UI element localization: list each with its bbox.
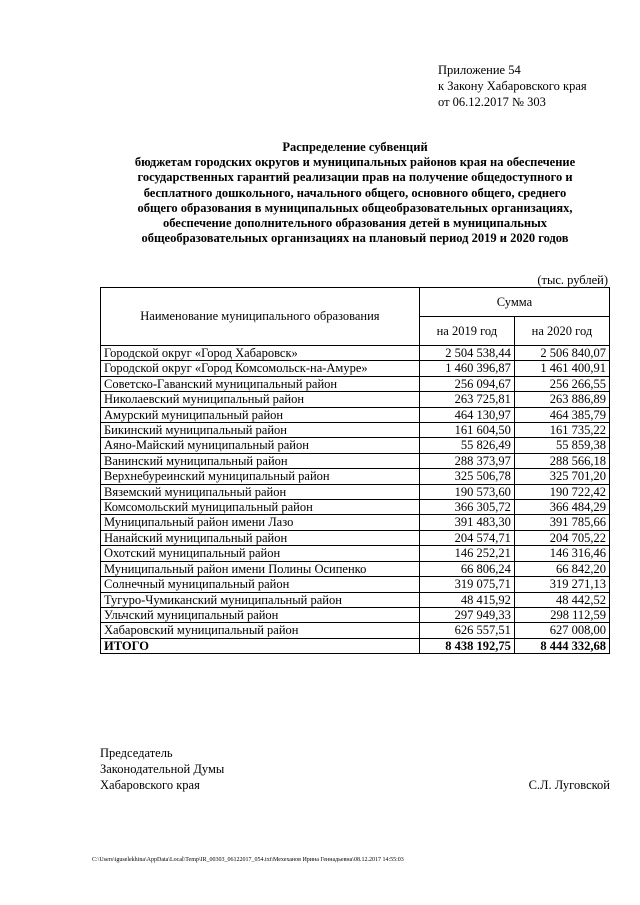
signatory-name: С.Л. Луговской (528, 778, 610, 792)
row-2020-cell: 2 506 840,07 (514, 346, 609, 361)
row-2019-cell: 626 557,51 (419, 623, 514, 638)
title-line: бюджетам городских округов и муниципальных районов края на обеспечение (134, 155, 576, 170)
row-2019-cell: 8 438 192,75 (419, 638, 514, 653)
title-line: общего образования в муниципальных общеобразовательных организациях, (137, 200, 573, 215)
row-2019-cell: 288 373,97 (419, 453, 514, 468)
row-name-cell: ИТОГО (101, 638, 420, 653)
row-2019-cell: 464 130,97 (419, 407, 514, 422)
document-title (100, 140, 610, 246)
table-row (101, 407, 610, 422)
row-2020-cell: 1 461 400,91 (514, 361, 609, 376)
row-name-cell: Советско-Гаванский муниципальный район (101, 376, 420, 391)
row-2020-cell: 366 484,29 (514, 500, 609, 515)
row-name-cell: Аяно-Майский муниципальный район (101, 438, 420, 453)
row-2019-cell: 55 826,49 (419, 438, 514, 453)
row-2020-cell: 627 008,00 (514, 623, 609, 638)
title-line: обеспечение дополнительного образования детей в муниципальных (162, 216, 548, 231)
table-row (101, 577, 610, 592)
table-row (101, 623, 610, 638)
table-row (101, 530, 610, 545)
row-name-cell: Городской округ «Город Комсомольск-на-Амуре» (101, 361, 420, 376)
table-total-row (101, 638, 610, 653)
row-2019-cell: 1 460 396,87 (419, 361, 514, 376)
table-row (101, 592, 610, 607)
row-2020-cell: 325 701,20 (514, 469, 609, 484)
signature-block (100, 745, 610, 793)
file-path-footer: C:\Users\iguselekhina\AppData\Local\Temp\IR_00303_06122017_054.txt\Мехеханов Ирина Геннадьевна\08.12.2017 14:55:03 (92, 857, 404, 863)
table-row (101, 361, 610, 376)
distribution-table (100, 287, 610, 654)
column-header-name: Наименование муниципального образования (101, 288, 420, 346)
row-name-cell: Солнечный муниципальный район (101, 577, 420, 592)
appendix-line-1: Приложение 54 (438, 63, 521, 77)
row-name-cell: Городской округ «Город Хабаровск» (101, 346, 420, 361)
row-2020-cell: 8 444 332,68 (514, 638, 609, 653)
row-2019-cell: 366 305,72 (419, 500, 514, 515)
row-2020-cell: 319 271,13 (514, 577, 609, 592)
table-row (101, 469, 610, 484)
table-row (101, 607, 610, 622)
row-2020-cell: 48 442,52 (514, 592, 609, 607)
row-2019-cell: 256 094,67 (419, 376, 514, 391)
row-2019-cell: 48 415,92 (419, 592, 514, 607)
table-body (101, 346, 610, 654)
row-2019-cell: 2 504 538,44 (419, 346, 514, 361)
row-2020-cell: 161 735,22 (514, 423, 609, 438)
row-2020-cell: 146 316,46 (514, 546, 609, 561)
row-2019-cell: 146 252,21 (419, 546, 514, 561)
table-row (101, 346, 610, 361)
row-2020-cell: 464 385,79 (514, 407, 609, 422)
row-2019-cell: 204 574,71 (419, 530, 514, 545)
row-name-cell: Комсомольский муниципальный район (101, 500, 420, 515)
table-row (101, 500, 610, 515)
row-name-cell: Верхнебуреинский муниципальный район (101, 469, 420, 484)
row-2019-cell: 190 573,60 (419, 484, 514, 499)
row-name-cell: Хабаровский муниципальный район (101, 623, 420, 638)
table-row (101, 453, 610, 468)
table-row (101, 376, 610, 391)
title-line: бесплатного дошкольного, начального общего, основного общего, среднего (143, 185, 567, 200)
row-2020-cell: 263 886,89 (514, 392, 609, 407)
row-name-cell: Тугуро-Чумиканский муниципальный район (101, 592, 420, 607)
table-row (101, 561, 610, 576)
row-2020-cell: 288 566,18 (514, 453, 609, 468)
row-2019-cell: 297 949,33 (419, 607, 514, 622)
row-name-cell: Муниципальный район имени Полины Осипенко (101, 561, 420, 576)
row-name-cell: Охотский муниципальный район (101, 546, 420, 561)
column-header-2019: на 2019 год (419, 317, 514, 346)
row-name-cell: Ульчский муниципальный район (101, 607, 420, 622)
row-name-cell: Нанайский муниципальный район (101, 530, 420, 545)
row-2019-cell: 325 506,78 (419, 469, 514, 484)
row-2020-cell: 190 722,42 (514, 484, 609, 499)
row-name-cell: Ванинский муниципальный район (101, 453, 420, 468)
signature-position-line-3: Хабаровского края (100, 778, 200, 792)
signature-position-line-2: Законодательной Думы (100, 762, 225, 776)
title-line: Распределение субвенций (282, 140, 428, 154)
row-name-cell: Муниципальный район имени Лазо (101, 515, 420, 530)
table-row (101, 423, 610, 438)
row-name-cell: Амурский муниципальный район (101, 407, 420, 422)
table-row (101, 392, 610, 407)
row-2019-cell: 161 604,50 (419, 423, 514, 438)
signature-position-line-1: Председатель (100, 746, 173, 760)
appendix-line-2: к Закону Хабаровского края (438, 79, 587, 93)
column-header-sum: Сумма (419, 288, 609, 317)
row-2020-cell: 256 266,55 (514, 376, 609, 391)
title-line: общеобразовательных организациях на плановый период 2019 и 2020 годов (141, 231, 569, 246)
table-row (101, 438, 610, 453)
table-row (101, 546, 610, 561)
table-row (101, 484, 610, 499)
table-row (101, 515, 610, 530)
row-name-cell: Бикинский муниципальный район (101, 423, 420, 438)
row-2019-cell: 263 725,81 (419, 392, 514, 407)
row-2019-cell: 319 075,71 (419, 577, 514, 592)
row-name-cell: Вяземский муниципальный район (101, 484, 420, 499)
row-2019-cell: 391 483,30 (419, 515, 514, 530)
row-2019-cell: 66 806,24 (419, 561, 514, 576)
column-header-2020: на 2020 год (514, 317, 609, 346)
appendix-line-3: от 06.12.2017 № 303 (438, 95, 546, 109)
row-2020-cell: 204 705,22 (514, 530, 609, 545)
row-2020-cell: 66 842,20 (514, 561, 609, 576)
row-2020-cell: 391 785,66 (514, 515, 609, 530)
title-line: государственных гарантий реализации прав на получение общедоступного и (137, 170, 573, 185)
appendix-block (438, 62, 587, 110)
row-2020-cell: 55 859,38 (514, 438, 609, 453)
row-name-cell: Николаевский муниципальный район (101, 392, 420, 407)
row-2020-cell: 298 112,59 (514, 607, 609, 622)
units-label: (тыс. рублей) (537, 273, 608, 287)
